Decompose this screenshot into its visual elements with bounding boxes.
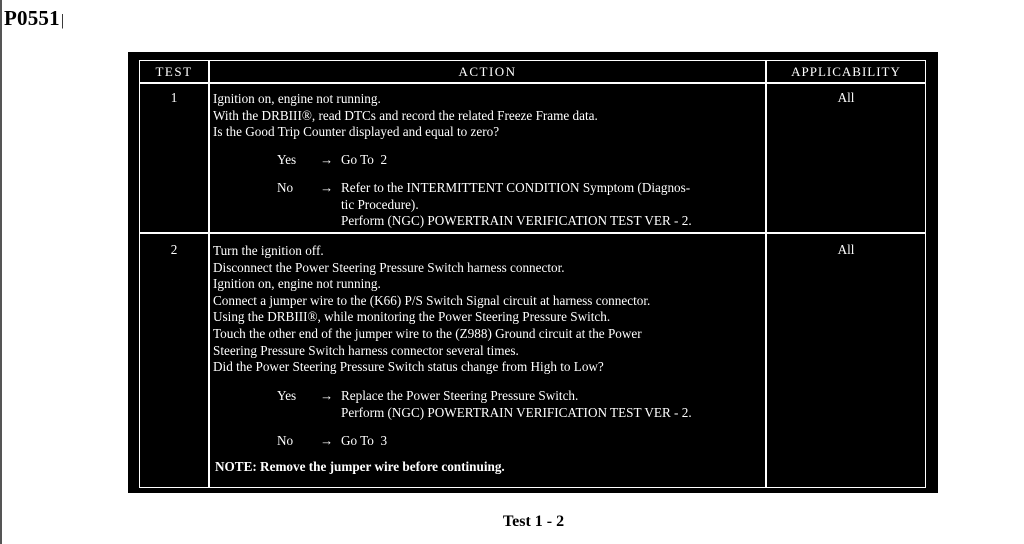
row-1-test-number: 1 bbox=[170, 90, 178, 105]
row-2-no-outcome: Go To 3 bbox=[341, 433, 388, 448]
action-line: Connect a jumper wire to the (K66) P/S Switch Signal circuit at harness connector. bbox=[213, 292, 651, 308]
action-line: Disconnect the Power Steering Pressure Switch harness connector. bbox=[213, 259, 565, 275]
header-action: ACTION bbox=[458, 64, 517, 79]
row-2-yes-label: Yes bbox=[277, 388, 297, 403]
action-line: Did the Power Steering Pressure Switch status change from High to Low? bbox=[213, 359, 604, 375]
row-1-applicability: All bbox=[837, 90, 855, 105]
table-caption: Test 1 - 2 bbox=[502, 513, 565, 530]
row-2-yes-arrow: → bbox=[320, 388, 334, 403]
row-1-yes-label: Yes bbox=[277, 152, 297, 167]
action-line: With the DRBIII®, read DTCs and record the related Freeze Frame data. bbox=[213, 107, 598, 123]
action-line: Ignition on, engine not running. bbox=[213, 276, 381, 292]
action-line: Turn the ignition off. bbox=[213, 243, 324, 258]
action-line: Is the Good Trip Counter displayed and equal to zero? bbox=[213, 124, 500, 140]
row-1-action bbox=[213, 91, 768, 141]
row-divider bbox=[140, 232, 925, 234]
row-1-no-outcome-line: Perform (NGC) POWERTRAIN VERIFICATION TEST VER - 2. bbox=[341, 213, 692, 228]
row-1-no-outcome-line: Refer to the INTERMITTENT CONDITION Symptom (Diagnos- bbox=[341, 180, 691, 195]
row-2-yes-outcome-line: Perform (NGC) POWERTRAIN VERIFICATION TEST VER - 2. bbox=[341, 404, 692, 420]
row-2-test-number: 2 bbox=[170, 242, 178, 257]
row-2-note: NOTE: Remove the jumper wire before continuing. bbox=[215, 459, 505, 474]
dtc-code: P0551 bbox=[4, 6, 60, 30]
action-line: Using the DRBIII®, while monitoring the Power Steering Pressure Switch. bbox=[213, 309, 611, 325]
action-line: Touch the other end of the jumper wire to the (Z988) Ground circuit at the Power bbox=[213, 325, 642, 341]
header-divider bbox=[140, 82, 925, 84]
diagnostic-table bbox=[139, 60, 926, 488]
row-1-yes-outcome: Go To 2 bbox=[341, 152, 388, 167]
row-2-no-arrow: → bbox=[320, 433, 334, 448]
row-1-no-outcome-line: tic Procedure). bbox=[341, 196, 419, 212]
page-left-rule bbox=[0, 0, 2, 544]
row-1-yes-arrow: → bbox=[320, 152, 334, 167]
text-cursor: | bbox=[60, 12, 65, 29]
page-title bbox=[4, 6, 64, 31]
col-divider-test bbox=[208, 61, 210, 487]
diagnostic-table-frame bbox=[128, 52, 938, 493]
row-1-no-arrow: → bbox=[320, 180, 334, 195]
row-2-applicability: All bbox=[837, 242, 855, 257]
row-1-no-label: No bbox=[277, 180, 294, 195]
header-applicability: APPLICABILITY bbox=[791, 64, 901, 79]
row-2-no-label: No bbox=[277, 433, 294, 448]
action-line: Ignition on, engine not running. bbox=[213, 91, 381, 106]
row-2-yes-outcome-line: Replace the Power Steering Pressure Switch. bbox=[341, 388, 579, 403]
row-2-action bbox=[213, 243, 768, 376]
action-line: Steering Pressure Switch harness connector several times. bbox=[213, 342, 519, 358]
header-test: TEST bbox=[155, 64, 193, 79]
